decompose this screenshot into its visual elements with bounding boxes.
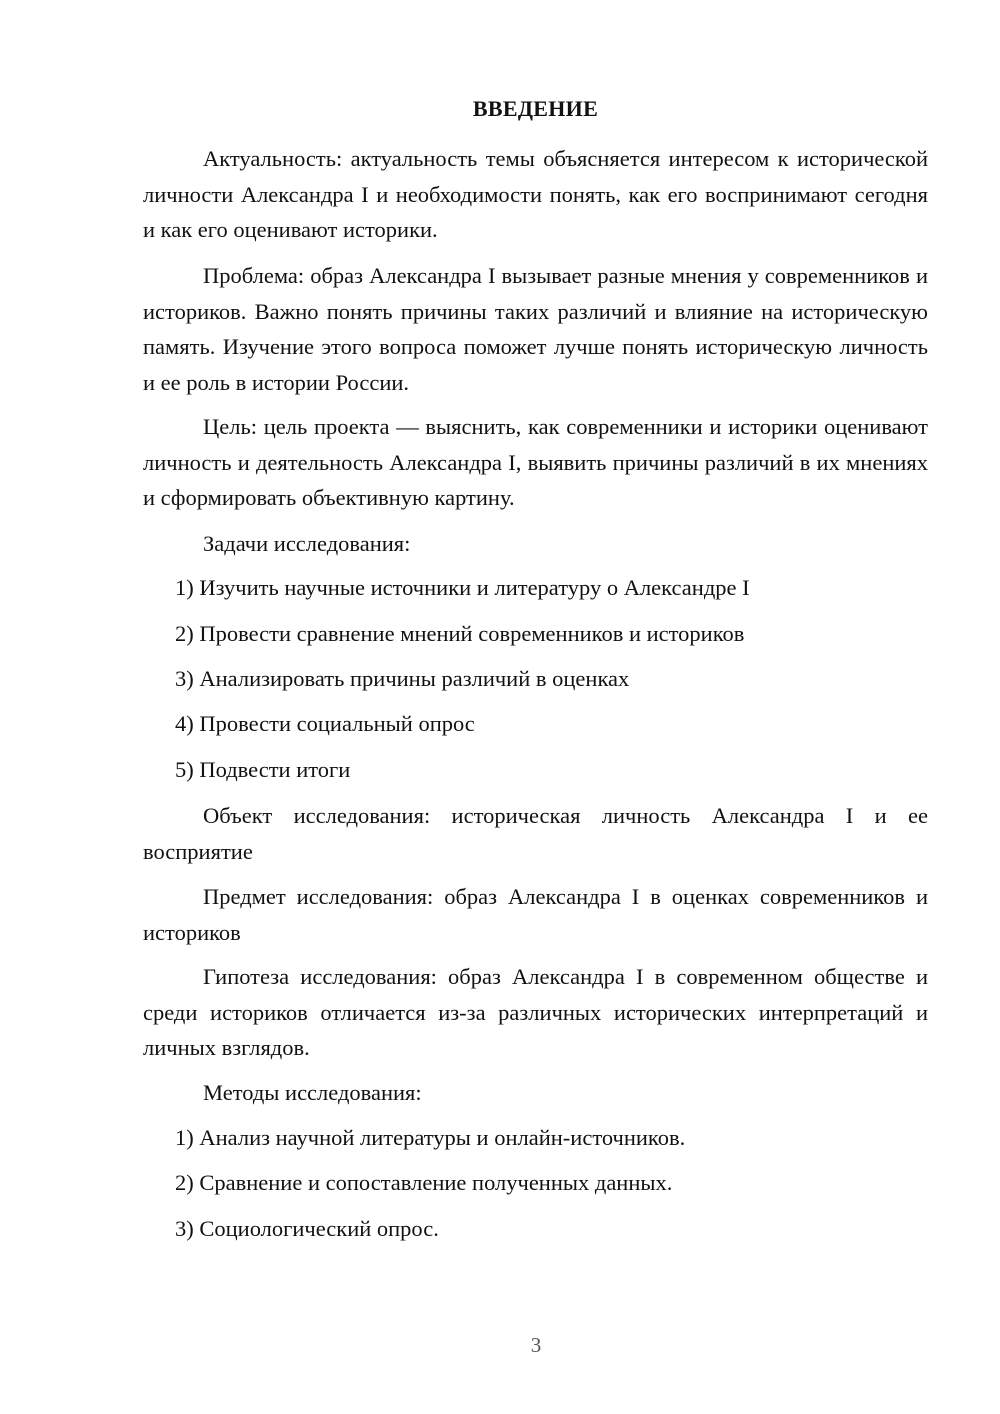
- list-item: 3) Анализировать причины различий в оценках: [175, 666, 630, 691]
- paragraph-relevance: Актуальность: актуальность темы объясняется интересом к исторической личности Александра I и необходимости понять, как его воспринимают сегодня и как его оценивают историки.: [143, 146, 928, 242]
- list-item: 3) Социологический опрос.: [175, 1216, 439, 1241]
- tasks-heading: Задачи исследования:: [203, 531, 411, 556]
- list-item: 5) Подвести итоги: [175, 757, 351, 782]
- list-item: 2) Провести сравнение мнений современников и историков: [175, 621, 745, 646]
- list-item: 2) Сравнение и сопоставление полученных данных.: [175, 1170, 673, 1195]
- paragraph-problem: Проблема: образ Александра I вызывает разные мнения у современников и историков. Важно понять причины таких различий и влияние на историческую память. Изучение этого вопроса поможет лучше понять историческую личность и ее роль в истории России.: [143, 263, 928, 395]
- paragraph-object: Объект исследования: историческая личность Александра I и ее восприятие: [143, 803, 928, 864]
- page-number: 3: [530, 1333, 542, 1357]
- page-title: ВВЕДЕНИЕ: [472, 96, 599, 121]
- paragraph-goal: Цель: цель проекта — выяснить, как современники и историки оценивают личность и деятельность Александра I, выявить причины различий в их мнениях и сформировать объективную картину.: [143, 414, 928, 510]
- paragraph-subject: Предмет исследования: образ Александра I в оценках современников и историков: [143, 884, 928, 945]
- list-item: 1) Изучить научные источники и литературу о Александре I: [175, 575, 750, 600]
- list-item: 1) Анализ научной литературы и онлайн-источников.: [175, 1125, 686, 1150]
- methods-heading: Методы исследования:: [203, 1080, 422, 1105]
- paragraph-hypothesis: Гипотеза исследования: образ Александра I в современном обществе и среди историков отличается из-за различных исторических интерпретаций и личных взглядов.: [143, 964, 928, 1060]
- list-item: 4) Провести социальный опрос: [175, 711, 475, 736]
